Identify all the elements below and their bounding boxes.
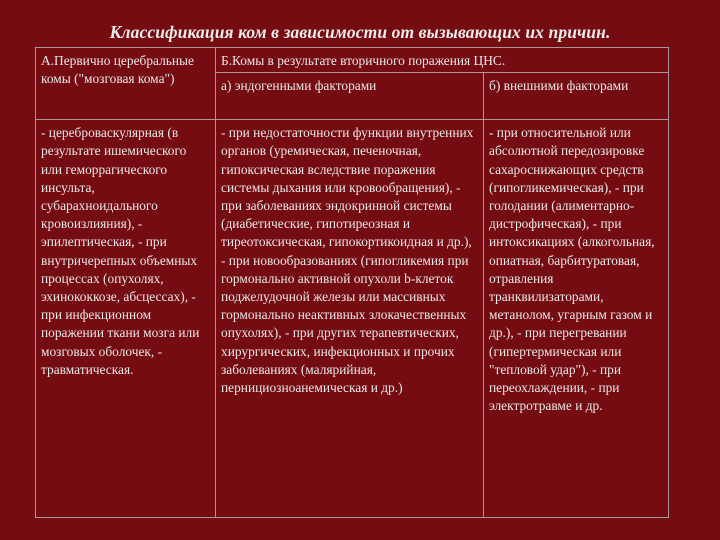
cell-external-causes: - при относительной или абсолютной передозировке сахароснижающих средств (гипогликемическая), - при голодании (алиментарно-дистрофическая), - при интоксикациях (алкогольная, опиатная, барбитуратовая, отравления транквилизаторами, метанолом, угарным газом и др.), - при перегревании (гипертермическая или "тепловой удар"), - при переохлаждении, - при электротравме и др. (484, 120, 669, 518)
header-primary-cerebral-comas: А.Первично церебральные комы ("мозговая кома") (36, 48, 216, 120)
header-external-factors: б) внешними факторами (484, 73, 669, 120)
header-endogenous-factors: а) эндогенными факторами (216, 73, 484, 120)
slide-title: Классификация ком в зависимости от вызывающих их причин. (109, 22, 611, 42)
header-secondary-cns-comas: Б.Комы в результате вторичного поражения ЦНС. (216, 48, 669, 73)
cell-primary-cerebral-causes: - цереброваскулярная (в результате ишемического или геморрагического инсульта, субарахноидального кровоизлияния), - эпилептическая, - при внутричерепных объемных процессах (опухолях, эхинококкозе, абсцессах), - при инфекционном поражении ткани мозга или мозговых оболочек, - травматическая. (36, 120, 216, 518)
classification-table (35, 47, 669, 518)
cell-endogenous-causes: - при недостаточности функции внутренних органов (уремическая, печеночная, гипоксическая вследствие поражения системы дыхания или кровообращения), - при заболеваниях эндокринной системы (диабетические, гипотиреозная и тиреотоксическая, гипокортикоидная и др.), - при новообразованиях (гипогликемия при гормонально активной опухоли b-клеток поджелудочной железы или массивных гормонально неактивных злокачественных опухолях), - при других терапевтических, хирургических, инфекционных и прочих заболеваниях (малярийная, пернициозноанемическая и др.) (216, 120, 484, 518)
